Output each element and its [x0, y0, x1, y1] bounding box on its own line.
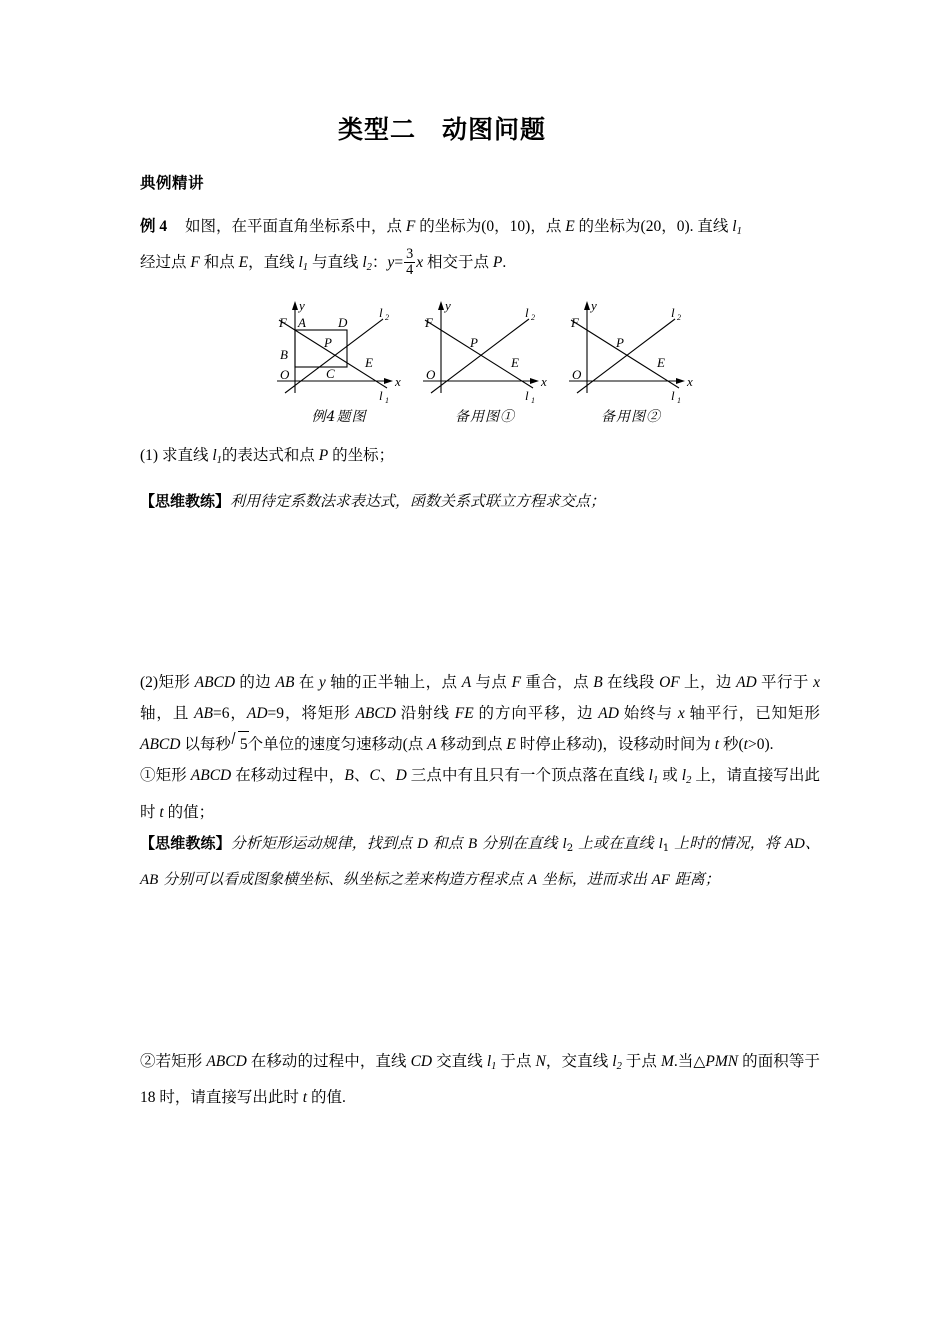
hint2-seg7: 分别可以看成图象横坐标、纵坐标之差来构造方程求点 — [158, 869, 528, 888]
q1-mid: 的表达式和点 — [221, 447, 319, 465]
q22-pmn: PMN — [705, 1052, 739, 1070]
problem-text-2: 的坐标为(0，10)，点 — [415, 218, 566, 235]
q21-l2: l — [681, 767, 687, 785]
fraction-denominator: 4 — [406, 262, 414, 279]
eq-equals: = — [394, 254, 404, 272]
x-axis-arrow — [384, 378, 393, 384]
q21-l1-subscript: 1 — [652, 775, 659, 787]
q2-seg6: 重合，点 — [521, 674, 594, 692]
q2-y-1: y — [318, 674, 326, 692]
q22-seg2: 在移动的过程中，直线 — [246, 1052, 411, 1070]
question-2 — [140, 667, 820, 760]
q2-a-1: A — [461, 674, 472, 692]
q2-seg12: =9，将矩形 — [267, 705, 356, 723]
eq-y: y — [387, 254, 395, 272]
var-E-2: E — [238, 254, 249, 272]
problem-statement — [140, 193, 820, 283]
figure-3-caption: 备用图② — [601, 409, 661, 426]
figure-3-graph — [563, 297, 699, 405]
q2-f-1: F — [511, 674, 522, 692]
q2-ad-2: AD — [598, 705, 619, 723]
label-F: F — [425, 315, 433, 331]
eq-x: x — [416, 254, 424, 272]
q2-ab-1: AB — [275, 674, 295, 692]
q1-var-l: l — [212, 447, 217, 465]
q22-l2-subscript: 2 — [616, 1060, 622, 1072]
q2-seg9: 平行于 — [756, 674, 814, 692]
figure-2-caption: 备用图① — [455, 409, 515, 426]
q22-abcd: ABCD — [206, 1052, 247, 1070]
sqrt-five — [231, 729, 248, 760]
var-l1-subscript-2: 1 — [302, 262, 309, 274]
q1-prefix: (1) 求直线 — [140, 447, 213, 465]
figure-1 — [268, 297, 410, 426]
label-E: E — [511, 355, 519, 371]
label-P: P — [616, 335, 624, 351]
label-l1-subscript: 1 — [385, 396, 389, 406]
section-subheading: 典例精讲 — [140, 174, 205, 192]
q22-n: N — [535, 1052, 546, 1070]
problem-label: 例 4 — [140, 218, 168, 235]
label-P: P — [470, 335, 478, 351]
label-A: A — [298, 315, 306, 331]
q1-var-P: P — [318, 447, 329, 465]
label-l2-subscript: 2 — [677, 313, 681, 323]
label-x: x — [687, 374, 693, 390]
hint-1-tag: 【思维教练】 — [140, 492, 231, 511]
q21-c: C — [369, 767, 380, 785]
q2-x-2: x — [677, 705, 685, 723]
q22-m: M — [660, 1052, 674, 1070]
sqrt-radicand: 5 — [239, 736, 248, 754]
hint2-l1: l — [658, 835, 663, 852]
hint2-ad: AD — [784, 835, 805, 852]
label-l1: l — [379, 388, 383, 404]
q2-seg4: 轴的正半轴上，点 — [325, 674, 462, 692]
question-2-part-2 — [140, 1046, 820, 1113]
fraction-numerator: 3 — [406, 246, 414, 263]
q21-seg1: ①矩形 — [140, 767, 191, 785]
q22-seg7: .当△ — [673, 1052, 706, 1070]
hint2-l2: l — [562, 835, 567, 852]
label-y: y — [299, 298, 305, 314]
q2-seg16: 轴平行，已知矩形 — [684, 705, 820, 723]
q22-cd: CD — [410, 1052, 433, 1070]
answer-space-2 — [140, 896, 820, 1046]
q2-seg14: 的方向平移，边 — [473, 705, 599, 723]
q1-var-l-subscript: 1 — [216, 455, 222, 467]
q2-fe-1: FE — [454, 705, 474, 723]
q2-e-2: E — [506, 736, 516, 754]
x-axis-arrow — [530, 378, 539, 384]
var-l2: l — [362, 254, 367, 272]
label-l2-subscript: 2 — [385, 313, 389, 323]
problem-text-7: 与直线 — [308, 254, 363, 272]
label-F: F — [571, 315, 579, 331]
label-l2: l — [379, 305, 383, 321]
problem-text-3: 的坐标为(20，0). 直线 — [574, 218, 733, 235]
q2-seg15: 始终与 — [618, 705, 678, 723]
figure-3 — [560, 297, 702, 426]
hint2-d: D — [417, 835, 428, 852]
q21-b: B — [344, 767, 354, 785]
fraction-three-quarters — [404, 247, 415, 278]
q21-l2-subscript: 2 — [686, 775, 692, 787]
page-title: 类型二 动图问题 — [338, 115, 547, 144]
q21-t: t — [159, 803, 164, 821]
var-E: E — [565, 218, 575, 235]
q2-seg19: 移动到点 — [436, 736, 507, 754]
q2-seg10: 轴，且 — [140, 705, 195, 723]
q2-t-2: t — [743, 736, 748, 754]
q21-seg5: 三点中有且只有一个顶点落在直线 — [406, 767, 649, 785]
label-x: x — [395, 374, 401, 390]
hint2-seg4: 上或在直线 — [573, 833, 659, 852]
label-D: D — [338, 315, 348, 331]
hint2-seg9: 距离； — [669, 869, 720, 888]
q2-seg7: 在线段 — [602, 674, 660, 692]
x-axis-arrow — [676, 378, 685, 384]
label-l1: l — [525, 388, 529, 404]
q1-suffix: 的坐标； — [328, 447, 395, 465]
q21-seg2: 在移动过程中， — [231, 767, 345, 785]
hint2-seg1: 分析矩形运动规律，找到点 — [230, 833, 418, 852]
q22-seg8: 的面积等于 18 时，请直接写出此时 — [140, 1052, 820, 1106]
hint-2 — [140, 828, 820, 896]
label-F: F — [279, 315, 287, 331]
hint-2-tag: 【思维教练】 — [140, 833, 231, 852]
q2-seg2: 的边 — [235, 674, 276, 692]
q2-ad-1: AD — [736, 674, 757, 692]
y-axis-arrow — [584, 301, 590, 310]
problem-text-1: 如图，在平面直角坐标系中，点 — [185, 218, 406, 235]
y-axis-arrow — [438, 301, 444, 310]
q21-seg4: 、 — [379, 767, 396, 785]
q22-seg6: 于点 — [621, 1052, 661, 1070]
var-l1-subscript: 1 — [736, 226, 742, 238]
hint-1-text: 利用待定系数法求表达式，函数关系式联立方程求交点； — [230, 492, 606, 511]
label-l2-subscript: 2 — [531, 313, 535, 323]
label-l2: l — [671, 305, 675, 321]
q22-t: t — [302, 1088, 308, 1106]
q22-seg4: 于点 — [496, 1052, 536, 1070]
hint2-seg2: 和点 — [427, 833, 468, 852]
q2-seg13: 沿射线 — [395, 705, 455, 723]
problem-text-5: 和点 — [199, 254, 239, 272]
figure-1-caption: 例4题图 — [311, 409, 367, 426]
question-1 — [140, 426, 820, 476]
hint2-a: A — [527, 871, 538, 888]
label-P: P — [324, 335, 332, 351]
q2-of-1: OF — [659, 674, 680, 692]
q21-l1: l — [648, 767, 653, 785]
q22-seg3: 交直线 — [432, 1052, 487, 1070]
q2-t-1: t — [714, 736, 720, 754]
q22-seg1: ②若矩形 — [140, 1052, 207, 1070]
label-l1: l — [671, 388, 675, 404]
q21-d: D — [395, 767, 407, 785]
var-P: P — [492, 254, 503, 272]
q2-abcd-3: ABCD — [140, 736, 181, 754]
q22-l1-subscript: 1 — [491, 1060, 497, 1072]
q2-seg11: =6， — [213, 705, 247, 723]
problem-text-10: . — [502, 254, 507, 272]
hint-1 — [140, 476, 820, 517]
q2-b-1: B — [593, 674, 603, 692]
problem-text-6: ，直线 — [248, 254, 299, 272]
hint2-ab: AB — [140, 871, 159, 888]
label-l1-subscript: 1 — [531, 396, 535, 406]
label-l1-subscript: 1 — [677, 396, 681, 406]
label-O: O — [572, 367, 582, 383]
q2-abcd-2: ABCD — [355, 705, 396, 723]
q21-seg7: 上，请直接写出此时 — [140, 767, 820, 821]
answer-space-1 — [140, 517, 820, 667]
q2-seg20: 时停止移动)，设移动时间为 — [515, 736, 715, 754]
q21-seg8: 的值； — [163, 803, 215, 821]
hint2-seg3: 分别在直线 — [477, 833, 563, 852]
q2-seg22: >0). — [747, 736, 774, 754]
figure-group — [140, 297, 820, 426]
label-y: y — [445, 298, 451, 314]
hint2-l1-subscript: 1 — [662, 842, 670, 854]
q22-l1: l — [486, 1052, 492, 1070]
label-E: E — [657, 355, 665, 371]
q22-l2: l — [612, 1052, 617, 1070]
q2-seg1: (2)矩形 — [140, 674, 195, 692]
label-O: O — [426, 367, 436, 383]
q2-x-1: x — [813, 674, 820, 692]
q2-seg3: 在 — [294, 674, 319, 692]
q2-ad-eq: AD — [246, 705, 268, 723]
var-F-2: F — [190, 254, 200, 272]
label-O: O — [280, 367, 290, 383]
hint2-seg8: 坐标，进而求出 — [537, 869, 652, 888]
label-y: y — [591, 298, 597, 314]
q2-a-2: A — [427, 736, 437, 754]
var-l1: l — [732, 218, 737, 235]
var-l1-2: l — [298, 254, 303, 272]
q22-seg9: 的值. — [307, 1088, 346, 1106]
hint2-seg5: 上时的情况，将 — [669, 833, 785, 852]
q21-seg6: 或 — [658, 767, 682, 785]
q2-ab-eq: AB — [194, 705, 214, 723]
q2-seg18: 个单位的速度匀速移动(点 — [247, 736, 428, 754]
problem-text-4: 经过点 — [140, 254, 191, 272]
q2-seg5: 与点 — [471, 674, 512, 692]
label-C: C — [326, 366, 335, 382]
var-F: F — [405, 218, 416, 235]
hint2-af: AF — [651, 871, 670, 888]
q22-seg5: ，交直线 — [545, 1052, 613, 1070]
q2-abcd-1: ABCD — [194, 674, 236, 692]
q2-seg8: 上，边 — [679, 674, 737, 692]
q21-seg3: 、 — [353, 767, 370, 785]
problem-text-9: 相交于点 — [423, 254, 493, 272]
q2-seg21: 秒( — [719, 736, 744, 754]
problem-text-8: ： — [371, 254, 388, 272]
q2-seg17: 以每秒 — [180, 736, 231, 754]
question-2-part-1 — [140, 760, 820, 827]
hint2-l2-subscript: 2 — [566, 842, 574, 854]
hint2-seg6: 、 — [804, 833, 820, 852]
figure-1-graph — [271, 297, 407, 405]
label-x: x — [541, 374, 547, 390]
q21-abcd: ABCD — [190, 767, 232, 785]
figure-2 — [414, 297, 556, 426]
var-l2-subscript: 2 — [366, 262, 372, 274]
label-E: E — [365, 355, 373, 371]
hint2-b: B — [467, 835, 478, 852]
label-l2: l — [525, 305, 529, 321]
figure-2-graph — [417, 297, 553, 405]
label-B: B — [280, 347, 288, 363]
y-axis-arrow — [292, 301, 298, 310]
